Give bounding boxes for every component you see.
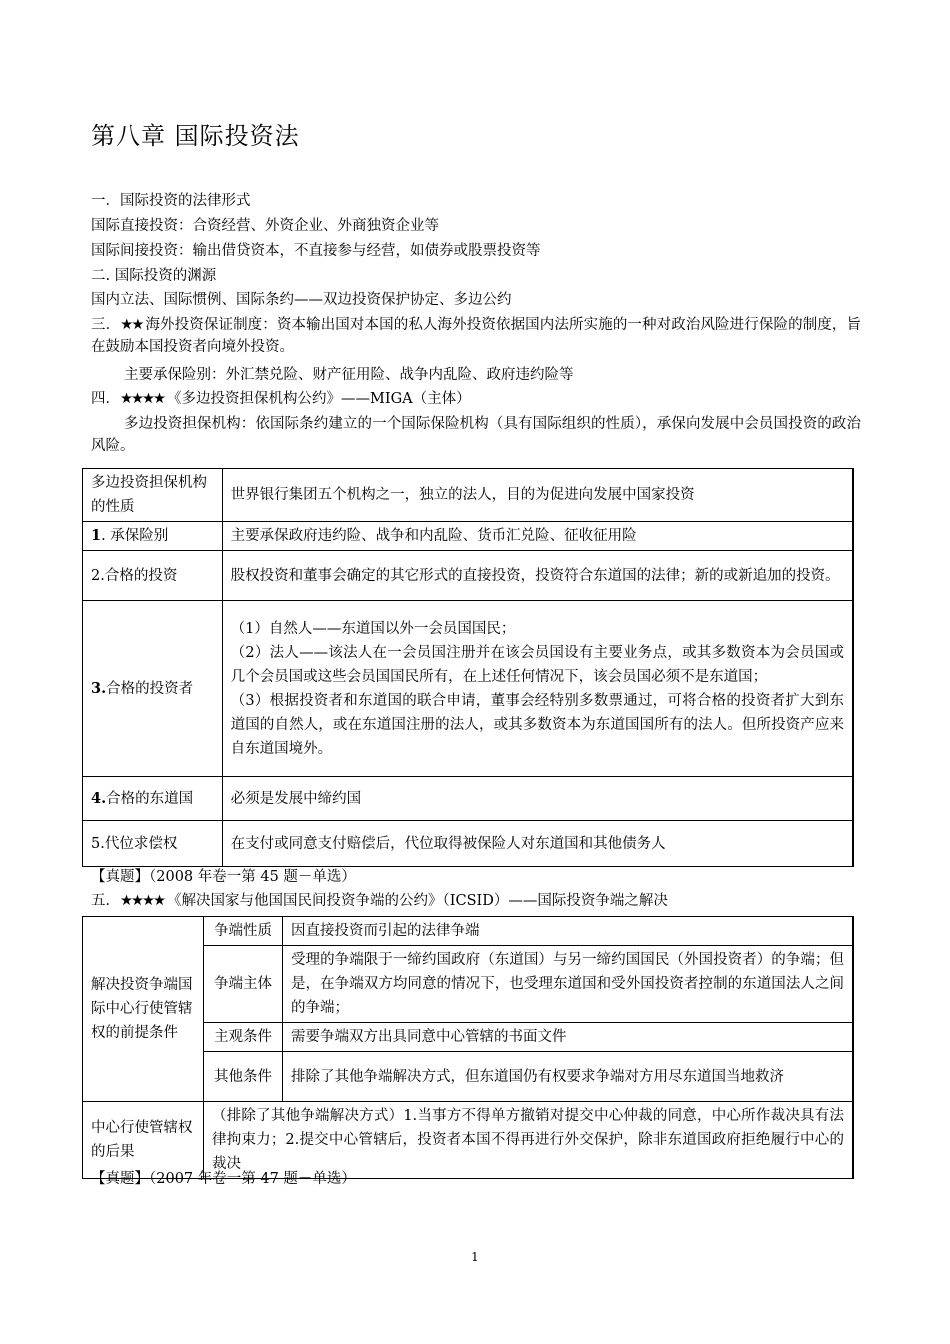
group-label: 解决投资争端国际中心行使管辖权的前提条件	[83, 917, 204, 1102]
row-label: 中心行使管辖权的后果	[83, 1102, 204, 1179]
section-5-title: 《解决国家与他国国民间投资争端的公约》（ICSID）——国际投资争端之解决	[167, 893, 668, 909]
row-label: 4.合格的东道国	[83, 777, 223, 821]
section-5-heading	[91, 890, 668, 912]
table-row	[83, 522, 854, 551]
row-value: 股权投资和董事会确定的其它形式的直接投资，投资符合东道国的法律；新的或新追加的投资。	[222, 551, 853, 601]
row-value	[222, 601, 853, 777]
row-label: 主观条件	[204, 1023, 283, 1052]
exam-reference-2008: 【真题】（2008 年卷一第 45 题－单选）	[91, 869, 356, 885]
row-label: 争端性质	[204, 917, 283, 946]
section-4-prefix: 四．	[91, 391, 120, 407]
table-row	[83, 469, 854, 522]
row-value: 需要争端双方出具同意中心管辖的书面文件	[283, 1023, 854, 1052]
table-row	[83, 601, 854, 777]
table-row	[83, 1102, 854, 1179]
indirect-investment-line: 国际间接投资：输出借贷资本，不直接参与经营，如债券或股票投资等	[91, 243, 541, 259]
eligible-legal-person: （2）法人——该法人在一会员国注册并在该会员国设有主要业务点，或其多数资本为会员国或几个会员国或这些会员国国民所有，在上述任何情况下，该会员国必须不是东道国；	[230, 644, 844, 685]
table-row	[83, 821, 854, 867]
section-3-paragraph	[91, 314, 861, 358]
row-label: 3.合格的投资者	[83, 601, 223, 777]
chapter-title: 第八章 国际投资法	[91, 122, 300, 150]
section-2-heading: 二. 国际投资的渊源	[91, 268, 217, 284]
row-value: 因直接投资而引起的法律争端	[283, 917, 854, 946]
page-number: 1	[471, 1250, 479, 1264]
row-label: 1. 承保险别	[83, 522, 223, 551]
miga-table	[82, 468, 854, 867]
star-rating-icon: ★★★★	[120, 893, 164, 909]
row-value: 在支付或同意支付赔偿后，代位取得被保险人对东道国和其他债务人	[222, 821, 853, 867]
section-3-prefix: 三．	[91, 317, 121, 333]
row-value: 受理的争端限于一缔约国政府（东道国）与另一缔约国国民（外国投资者）的争端；但是，在争端双方均同意的情况下，也受理东道国和受外国投资者控制的东道国法人之间的争端；	[283, 946, 854, 1023]
row-value: 必须是发展中缔约国	[222, 777, 853, 821]
table-row	[83, 917, 854, 946]
row-value: 世界银行集团五个机构之一，独立的法人，目的为促进向发展中国家投资	[222, 469, 853, 522]
row-value: （排除了其他争端解决方式）1.当事方不得单方撤销对提交中心仲裁的同意，中心所作裁决具有法律拘束力；2.提交中心管辖后，投资者本国不得再进行外交保护，除非东道国政府拒绝履行中心的裁决	[204, 1102, 854, 1179]
section-4-heading	[91, 388, 471, 410]
eligible-natural-person: （1）自然人——东道国以外一会员国国民；	[230, 620, 516, 637]
row-value: 排除了其他争端解决方式，但东道国仍有权要求争端对方用尽东道国当地救济	[283, 1052, 854, 1102]
icsid-table	[82, 916, 854, 1179]
star-rating-icon: ★★	[120, 317, 143, 333]
section-5-prefix: 五．	[91, 893, 120, 909]
row-value: 主要承保政府违约险、战争和内乱险、货币汇兑险、征收征用险	[222, 522, 853, 551]
row-label: 争端主体	[204, 946, 283, 1023]
eligible-extension: （3）根据投资者和东道国的联合申请，董事会经特别多数票通过，可将合格的投资者扩大到东道国的自然人，或在东道国注册的法人，或其多数资本为东道国国所有的法人。但所投资产应来自东道国境外。	[230, 692, 844, 757]
row-label: 2.合格的投资	[83, 551, 223, 601]
insured-risks-line: 主要承保险别：外汇禁兑险、财产征用险、战争内乱险、政府违约险等	[124, 367, 574, 383]
exam-reference-2007: 【真题】（2007 年卷一第 47 题－单选）	[91, 1171, 356, 1187]
star-rating-icon: ★★★★	[120, 391, 164, 407]
section-3-body: 海外投资保证制度：资本输出国对本国的私人海外投资依据国内法所实施的一种对政治风险进行保险的制度，旨在鼓励本国投资者向境外投资。	[91, 317, 862, 355]
miga-definition: 多边投资担保机构：依国际条约建立的一个国际保险机构（具有国际组织的性质），承保向发展中会员国投资的政治风险。	[91, 416, 861, 454]
sources-line: 国内立法、国际惯例、国际条约——双边投资保护协定、多边公约	[91, 292, 512, 308]
table-row	[83, 551, 854, 601]
row-label: 5.代位求偿权	[83, 821, 223, 867]
direct-investment-line: 国际直接投资：合资经营、外资企业、外商独资企业等	[91, 218, 439, 234]
section-1-heading: 一．国际投资的法律形式	[91, 193, 251, 209]
row-label: 其他条件	[204, 1052, 283, 1102]
row-label: 多边投资担保机构的性质	[83, 469, 223, 522]
section-4-title: 《多边投资担保机构公约》——MIGA（主体）	[167, 391, 471, 407]
table-row	[83, 777, 854, 821]
